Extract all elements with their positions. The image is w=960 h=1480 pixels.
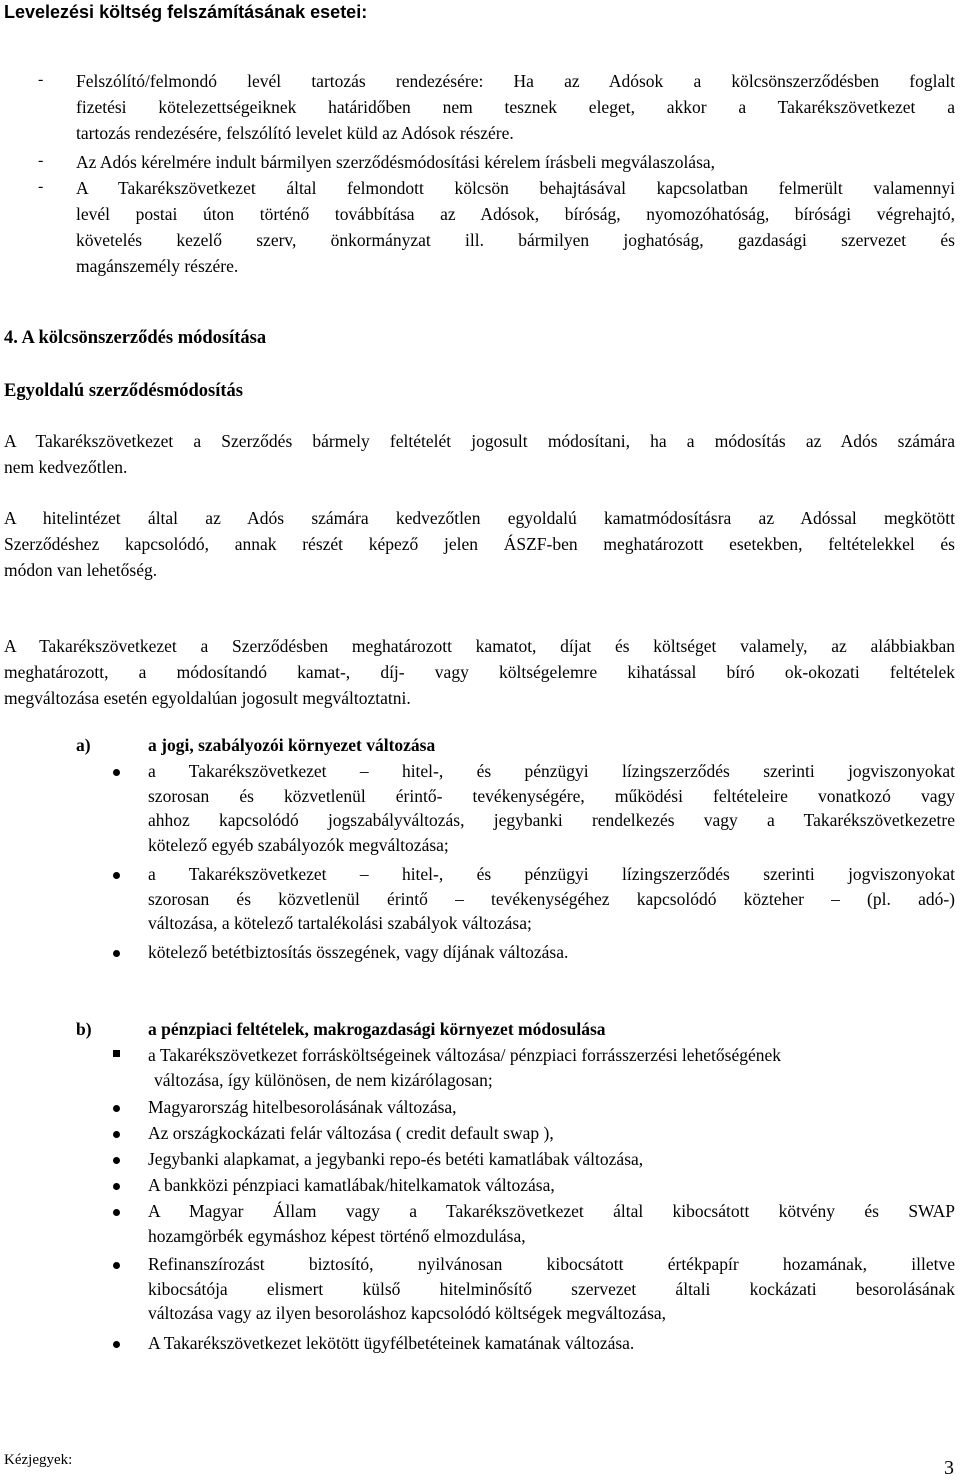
bullet-icon [113, 950, 120, 957]
section-b-item-5 [148, 1173, 555, 1198]
bullet-icon [113, 1341, 120, 1348]
paragraph-2 [4, 505, 955, 583]
dash-marker: - [38, 71, 44, 88]
item-line: A Magyar Állam vagy a Takarékszövetkezet által kibocsátott kötvény és SWAP [148, 1201, 955, 1221]
section-b-item-7 [148, 1252, 955, 1326]
costs-item-3 [76, 175, 955, 279]
item-line: ahhoz kapcsolódó jogszabályváltozás, jegybanki rendelkezés vagy a Takarékszövetkezetre [148, 810, 955, 830]
paragraph-1 [4, 428, 955, 480]
paragraph-line: A Takarékszövetkezet a Szerződés bármely feltételét jogosult módosítani, ha a módosítás az Adós számára [4, 431, 955, 451]
bullet-icon [113, 769, 120, 776]
paragraph-line: megváltozása esetén egyoldalúan jogosult megváltoztatni. [4, 688, 411, 708]
paragraph-line: A hitelintézet által az Adós számára kedvezőtlen egyoldalú kamatmódosításra az Adóssal megkötött [4, 508, 955, 528]
costs-item-1-line: tartozás rendezésére, felszólító levelet küld az Adósok részére. [76, 123, 514, 143]
section-a-item-3 [148, 940, 568, 965]
costs-item-3-line: levél postai úton történő továbbítása az Adósok, bíróság, nyomozóhatóság, bírósági végrehajtó, [76, 204, 955, 224]
section-a-marker: a) [76, 735, 91, 755]
item-line: Az országkockázati felár változása ( credit default swap ), [148, 1123, 554, 1143]
item-line: Jegybanki alapkamat, a jegybanki repo-és betéti kamatlábak változása, [148, 1149, 644, 1169]
item-line: változása vagy az ilyen besoroláshoz kapcsolódó költségek megváltozása, [148, 1303, 667, 1323]
paragraph-line: módon van lehetőség. [4, 560, 158, 580]
costs-item-1-line: fizetési kötelezettségeiknek határidőben nem tesznek eleget, akkor a Takarékszövetkezet a [76, 97, 955, 117]
costs-item-1 [76, 68, 955, 146]
item-line: A Takarékszövetkezet lekötött ügyfélbetéteinek kamatának változása. [148, 1333, 635, 1353]
costs-item-2-text: Az Adós kérelmére indult bármilyen szerződésmódosítási kérelem írásbeli megválaszolása, [76, 152, 716, 172]
costs-heading: Levelezési költség felszámításának esetei: [4, 2, 368, 22]
costs-item-3-line: magánszemély részére. [76, 256, 239, 276]
costs-item-2 [76, 149, 715, 175]
costs-item-3-line: A Takarékszövetkezet által felmondott kölcsön behajtásával kapcsolatban felmerült valamennyi [76, 178, 955, 198]
bullet-icon [113, 1209, 120, 1216]
item-line: szorosan és közvetlenül érintő – tevékenységéhez kapcsolódó közteher – (pl. adó-) [148, 888, 955, 909]
section-b-item-8 [148, 1331, 634, 1356]
section-b-marker: b) [76, 1019, 92, 1039]
item-line: a Takarékszövetkezet – hitel-, és pénzügyi lízingszerződés szerinti jogviszonyokat [148, 761, 955, 781]
paragraph-line: A Takarékszövetkezet a Szerződésben meghatározott kamatot, díjat és költséget valamely, az alábbiakban [4, 636, 955, 656]
item-line: változása, a kötelező tartalékolási szabályok változása; [148, 913, 532, 933]
bullet-icon [113, 1131, 120, 1138]
section-b-item-1 [148, 1043, 781, 1092]
section-b-item-6 [148, 1199, 955, 1248]
bullet-icon [113, 1262, 120, 1269]
section-a-item-1 [148, 759, 955, 857]
paragraph-line: Szerződéshez kapcsolódó, annak részét képező jelen ÁSZF-ben meghatározott esetekben, feltételekkel és [4, 534, 955, 554]
paragraph-line: meghatározott, a módosítandó kamat-, díj- vagy költségelemre kihatással bíró ok-okozati feltételek [4, 662, 955, 682]
subheading-unilateral: Egyoldalú szerződésmódosítás [4, 381, 243, 401]
bullet-icon [113, 872, 120, 879]
section-b-item-3 [148, 1121, 554, 1146]
dash-marker: - [38, 178, 44, 195]
item-line: kötelező betétbiztosítás összegének, vagy díjának változása. [148, 942, 569, 962]
section-a-title: a jogi, szabályozói környezet változása [148, 735, 436, 755]
section-b-item-2 [148, 1095, 457, 1120]
item-line: a Takarékszövetkezet – hitel-, és pénzügyi lízingszerződés szerinti jogviszonyokat [148, 864, 955, 884]
item-line: a Takarékszövetkezet forrásköltségeinek változása/ pénzpiaci forrásszerzési lehetőségének [148, 1045, 781, 1065]
section-b-item-4 [148, 1147, 643, 1172]
footer-initials-label: Kézjegyek: [4, 1452, 73, 1468]
paragraph-line: nem kedvezőtlen. [4, 457, 128, 477]
item-line: Refinanszírozást biztosító, nyilvánosan kibocsátott értékpapír hozamának, illetve [148, 1254, 955, 1274]
paragraph-3 [4, 633, 955, 711]
bullet-icon [113, 1157, 120, 1164]
bullet-icon [113, 1105, 120, 1112]
item-line: kötelező egyéb szabályozók megváltozása; [148, 834, 449, 855]
costs-item-3-line: követelés kezelő szerv, önkormányzat ill. bármilyen joghatóság, gazdasági szervezet és [76, 230, 955, 250]
item-line: hozamgörbék egymáshoz képest történő elmozdulása, [148, 1225, 526, 1246]
section-a-item-2 [148, 862, 955, 936]
item-line: Magyarország hitelbesorolásának változása, [148, 1097, 457, 1117]
item-line: A bankközi pénzpiaci kamatlábak/hitelkamatok változása, [148, 1175, 555, 1195]
item-line: szorosan és közvetlenül érintő- tevékenységére, működési feltételeire vonatkozó vagy [148, 785, 955, 806]
item-line: változása, így különösen, de nem kizárólagosan; [154, 1069, 493, 1090]
costs-item-1-line: Felszólító/felmondó levél tartozás rendezésére: Ha az Adósok a kölcsönszerződésben foglalt [76, 71, 955, 91]
section-4-title: 4. A kölcsönszerződés módosítása [4, 328, 267, 348]
dash-marker: - [38, 152, 44, 169]
bullet-icon [113, 1183, 120, 1190]
square-bullet-icon [113, 1050, 120, 1057]
section-b-title: a pénzpiaci feltételek, makrogazdasági környezet módosulása [148, 1019, 606, 1039]
page-number: 3 [944, 1457, 954, 1479]
item-line: kibocsátója elismert külső hitelminősítő szervezet általi kockázati besorolásának [148, 1278, 955, 1299]
